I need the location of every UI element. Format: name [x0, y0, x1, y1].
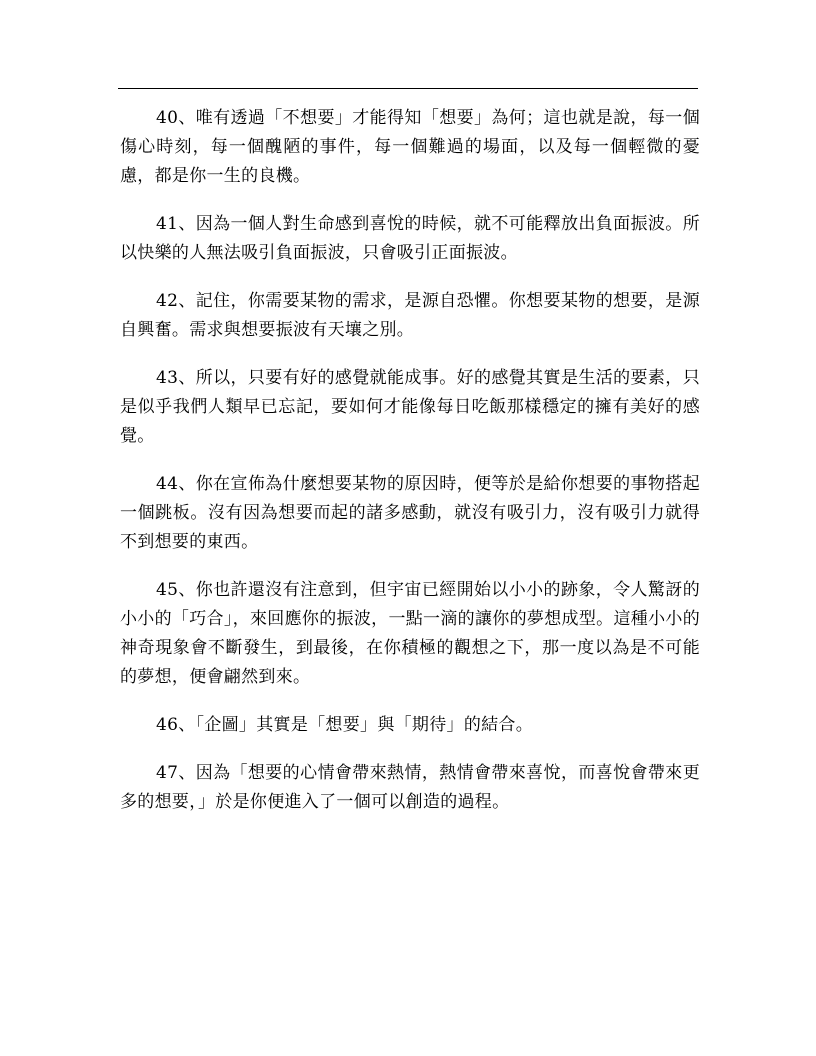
- paragraph-43: 43、所以，只要有好的感覺就能成事。好的感覺其實是生活的要素，只是似乎我們人類早已忘記，要如何才能像每日吃飯那樣穩定的擁有美好的感覺。: [120, 368, 700, 446]
- paragraph-46: 46、「企圖」其實是「想要」與「期待」的結合。: [156, 715, 534, 735]
- paragraph-47: 47、因為「想要的心情會帶來熱情，熱情會帶來喜悅，而喜悅會帶來更多的想要，」於是你便進入了一個可以創造的過程。: [120, 763, 700, 812]
- document-body: [120, 104, 700, 836]
- header-rule: [118, 88, 698, 89]
- paragraph-44: 44、你在宣佈為什麼想要某物的原因時，便等於是給你想要的事物搭起一個跳板。沒有因為想要而起的諸多感動，就沒有吸引力，沒有吸引力就得不到想要的東西。: [120, 474, 700, 552]
- paragraph-40: 40、唯有透過「不想要」才能得知「想要」為何；這也就是說，每一個傷心時刻，每一個醜陋的事件，每一個難過的場面，以及每一個輕微的憂慮，都是你一生的良機。: [120, 108, 700, 186]
- paragraph-41: 41、因為一個人對生命感到喜悅的時候，就不可能釋放出負面振波。所以快樂的人無法吸引負面振波，只會吸引正面振波。: [120, 214, 700, 263]
- paragraph-45: 45、你也許還沒有注意到，但宇宙已經開始以小小的跡象，令人驚訝的小小的「巧合」，來回應你的振波，一點一滴的讓你的夢想成型。這種小小的神奇現象會不斷發生，到最後，在你積極的觀想之下，那一度以為是不可能的夢想，便會翩然到來。: [120, 580, 700, 687]
- paragraph-42: 42、記住，你需要某物的需求，是源自恐懼。你想要某物的想要，是源自興奮。需求與想要振波有天壤之別。: [120, 291, 700, 340]
